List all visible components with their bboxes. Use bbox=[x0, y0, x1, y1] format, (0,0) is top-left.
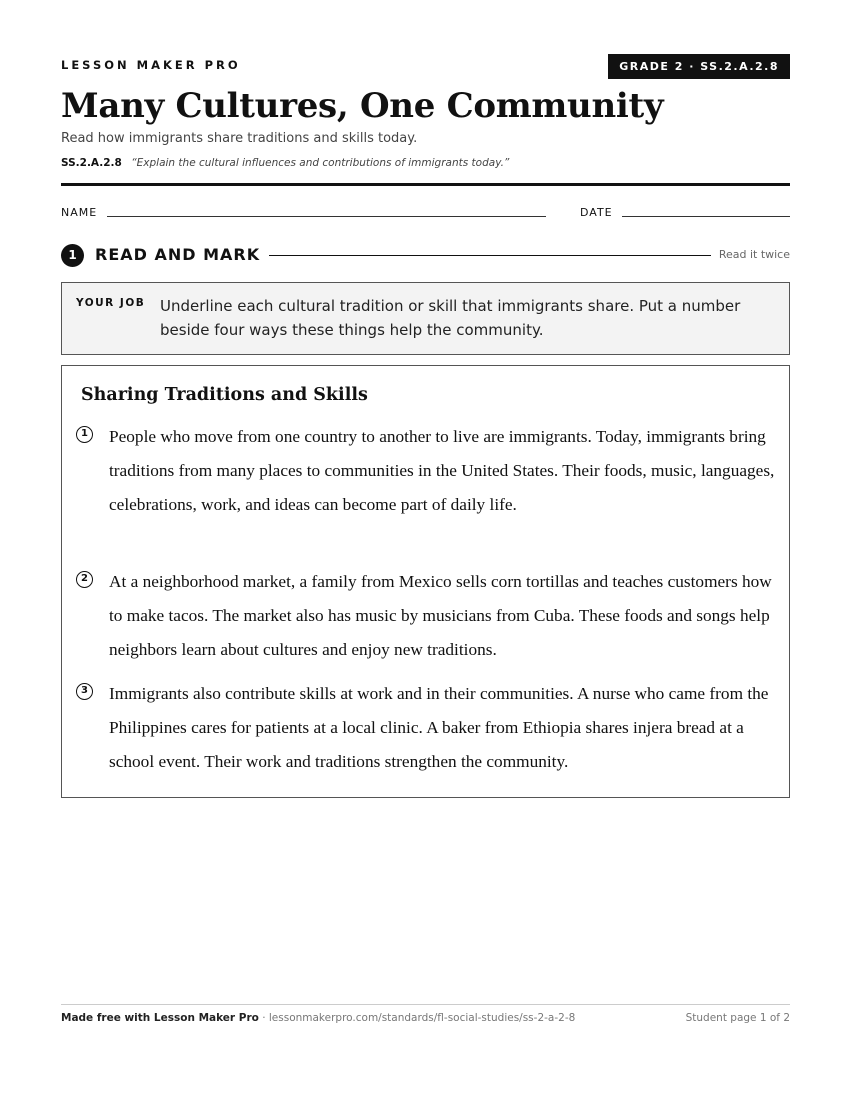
standard-text: “Explain the cultural influences and contributions of immigrants today.” bbox=[131, 157, 510, 169]
footer-separator: · bbox=[258, 1012, 269, 1024]
footer-credit bbox=[61, 1012, 575, 1024]
name-field[interactable] bbox=[107, 216, 546, 217]
header-divider bbox=[61, 183, 790, 186]
footer-page-number: Student page 1 of 2 bbox=[685, 1012, 790, 1024]
your-job-instructions: Underline each cultural tradition or skill that immigrants share. Put a number beside four ways these things help the community. bbox=[160, 297, 741, 339]
section-number-badge: 1 bbox=[61, 244, 84, 267]
passage-title: Sharing Traditions and Skills bbox=[81, 385, 368, 405]
paragraph-text-2: At a neighborhood market, a family from Mexico sells corn tortillas and teaches customers how to make tacos. The market also has music by musicians from Cuba. These foods and songs help neighbors learn about cultures and enjoy new traditions. bbox=[109, 572, 772, 659]
standard-line bbox=[61, 157, 509, 169]
grade-standard-badge: GRADE 2 · SS.2.A.2.8 bbox=[608, 54, 790, 79]
your-job-box bbox=[61, 282, 790, 355]
footer-made-with: Made free with Lesson Maker Pro bbox=[61, 1012, 259, 1024]
standard-code: SS.2.A.2.8 bbox=[61, 157, 122, 169]
page-title: Many Cultures, One Community bbox=[61, 86, 664, 126]
paragraph-number-2: 2 bbox=[76, 571, 93, 588]
section-title: READ AND MARK bbox=[95, 245, 261, 264]
paragraph-text-3: Immigrants also contribute skills at work and in their communities. A nurse who came from the Philippines cares for patients at a local clinic. A baker from Ethiopia shares injera bread at a school event. Their work and traditions strengthen the community. bbox=[109, 684, 769, 771]
worksheet-page bbox=[61, 0, 790, 1100]
paragraph-text-1: People who move from one country to another to live are immigrants. Today, immigrants bring traditions from many places to communities in the United States. Their foods, music, languages, celebrations, work, and ideas can become part of daily life. bbox=[109, 427, 775, 514]
paragraph-number-3: 3 bbox=[76, 683, 93, 700]
section-divider bbox=[269, 255, 711, 256]
section-note: Read it twice bbox=[718, 248, 790, 261]
paragraph-number-1: 1 bbox=[76, 426, 93, 443]
date-label: DATE bbox=[580, 206, 613, 219]
page-subtitle: Read how immigrants share traditions and skills today. bbox=[61, 131, 418, 146]
your-job-label: YOUR JOB bbox=[76, 297, 146, 309]
brand-name: LESSON MAKER PRO bbox=[61, 58, 241, 72]
name-label: NAME bbox=[61, 206, 98, 219]
reading-passage-box bbox=[61, 365, 790, 798]
footer-url-link[interactable]: lessonmakerpro.com/standards/fl-social-studies/ss-2-a-2-8 bbox=[268, 1012, 576, 1024]
footer-divider bbox=[61, 1004, 790, 1005]
date-field[interactable] bbox=[622, 216, 790, 217]
